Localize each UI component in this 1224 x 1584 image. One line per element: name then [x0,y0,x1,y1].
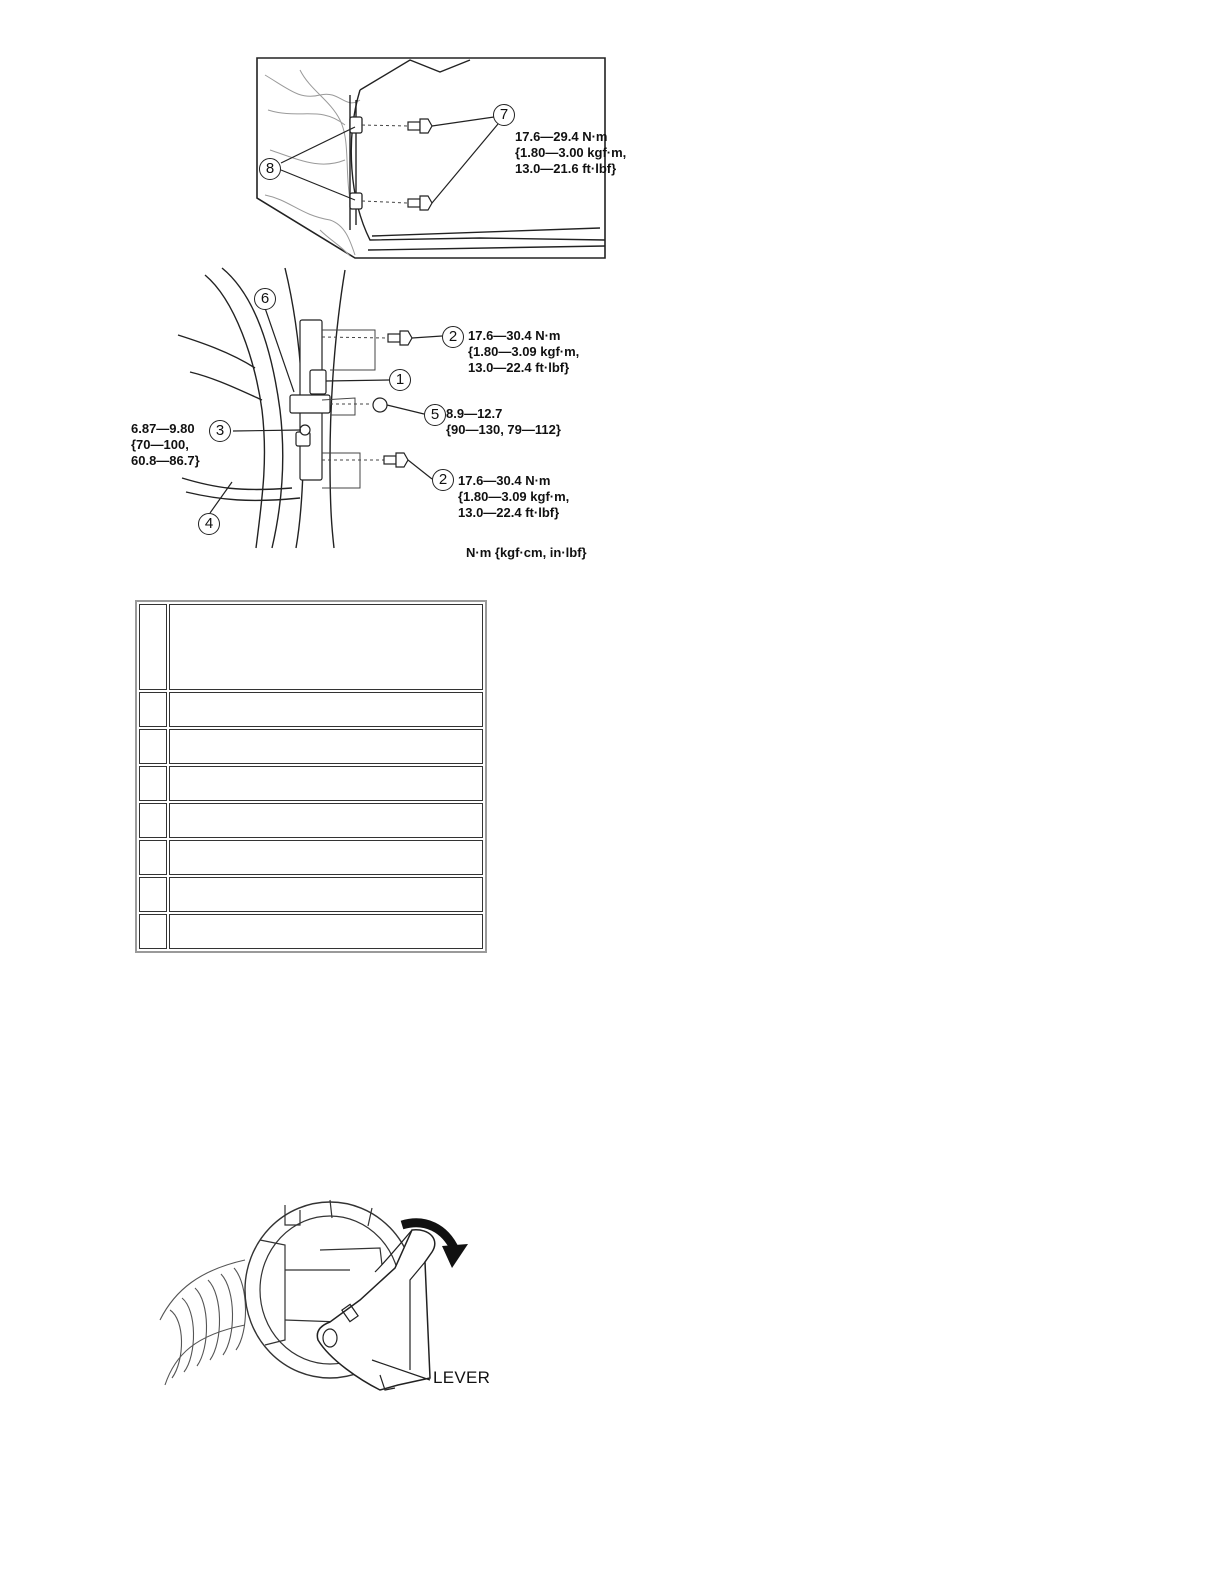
torque-line: 6.87—9.80 [131,421,195,436]
callout-5: 5 [424,404,446,426]
torque-line: {1.80—3.09 kgf·m, [468,344,580,359]
torque-line: 13.0—22.4 ft·lbf} [458,505,560,520]
torque-line: 17.6—29.4 N·m [515,129,608,144]
torque-line: 17.6—30.4 N·m [458,473,551,488]
callout-6: 6 [254,288,276,310]
callout-2-upper: 2 [442,326,464,348]
torque-line: {70—100, [131,437,189,452]
torque-line: 8.9—12.7 [446,406,503,421]
callout-4: 4 [198,513,220,535]
callout-7: 7 [493,104,515,126]
torque-line: 60.8—86.7} [131,453,200,468]
callout-1: 1 [389,369,411,391]
torque-line: {1.80—3.00 kgf·m, [515,145,627,160]
torque-line: {90—130, 79—112} [446,422,561,437]
callout-3: 3 [209,420,231,442]
torque-line: 13.0—22.4 ft·lbf} [468,360,570,375]
torque-line: {1.80—3.09 kgf·m, [458,489,570,504]
callout-8: 8 [259,158,281,180]
units-note: N·m {kgf·cm, in·lbf} [466,545,587,560]
torque-line: 17.6—30.4 N·m [468,328,561,343]
callout-2-lower: 2 [432,469,454,491]
torque-line: 13.0—21.6 ft·lbf} [515,161,617,176]
lever-label: LEVER [433,1368,491,1387]
